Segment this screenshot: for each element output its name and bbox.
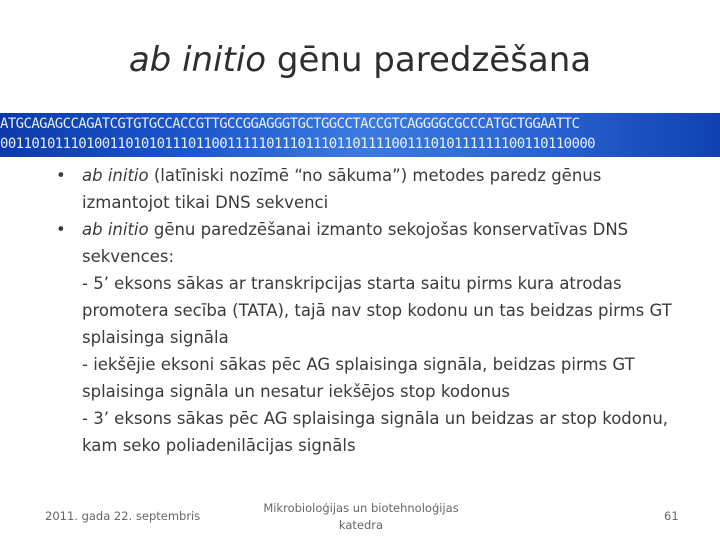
bullet-item-2: [56, 216, 676, 270]
sub-line-last-exon: - 3’ eksons sākas pēc AG splaisinga signāla un beidzas ar stop kodonu, kam seko poliadenilācijas signāls: [82, 409, 669, 455]
bullet-icon: •: [56, 166, 66, 185]
title-italic-part: ab initio: [128, 40, 267, 80]
bullet-2-italic: ab initio: [82, 220, 149, 239]
footer-date: 2011. gada 22. septembris: [45, 509, 201, 523]
title-rest: gēnu paredzēšana: [266, 40, 592, 80]
dna-sequence-text: ATGCAGAGCCAGATCGTGTGCCACCGTTGCCGGAGGGTGCTGGCCTACCGTCAGGGGCGCCCATGCTGGAATTC: [0, 116, 580, 132]
bullet-1-italic: ab initio: [82, 166, 149, 185]
dna-banner: [0, 113, 720, 157]
page-number: 61: [664, 509, 679, 523]
slide-body: [56, 162, 676, 459]
bullet-2-text: gēnu paredzēšanai izmanto sekojošas konservatīvas DNS sekvences:: [82, 220, 629, 266]
sub-line-first-exon: - 5’ eksons sākas ar transkripcijas starta saitu pirms kura atrodas promotera secība (TATA), tajā nav stop kodonu un tas beidzas pirms GT splaisinga signāla: [82, 274, 672, 347]
footer-department-line2: katedra: [338, 518, 384, 532]
sub-line-internal-exons: - iekšējie eksoni sākas pēc AG splaisinga signāla, beidzas pirms GT splaisinga signāla un nesatur iekšējos stop kodonus: [82, 355, 635, 401]
footer-department: [250, 500, 472, 534]
footer-department-line1: Mikrobioloģijas un biotehnoloģijas: [263, 501, 459, 515]
slide-title: [0, 40, 720, 80]
bullet-item-1: [56, 162, 676, 216]
bullet-1-text: (latīniski nozīmē “no sākuma”) metodes paredz gēnus izmantojot tikai DNS sekvenci: [82, 166, 602, 212]
bullet-icon: •: [56, 220, 66, 239]
binary-sequence-text: 0011010111010011010101110110011111011101110110111100111010111111100110110000: [0, 136, 595, 152]
